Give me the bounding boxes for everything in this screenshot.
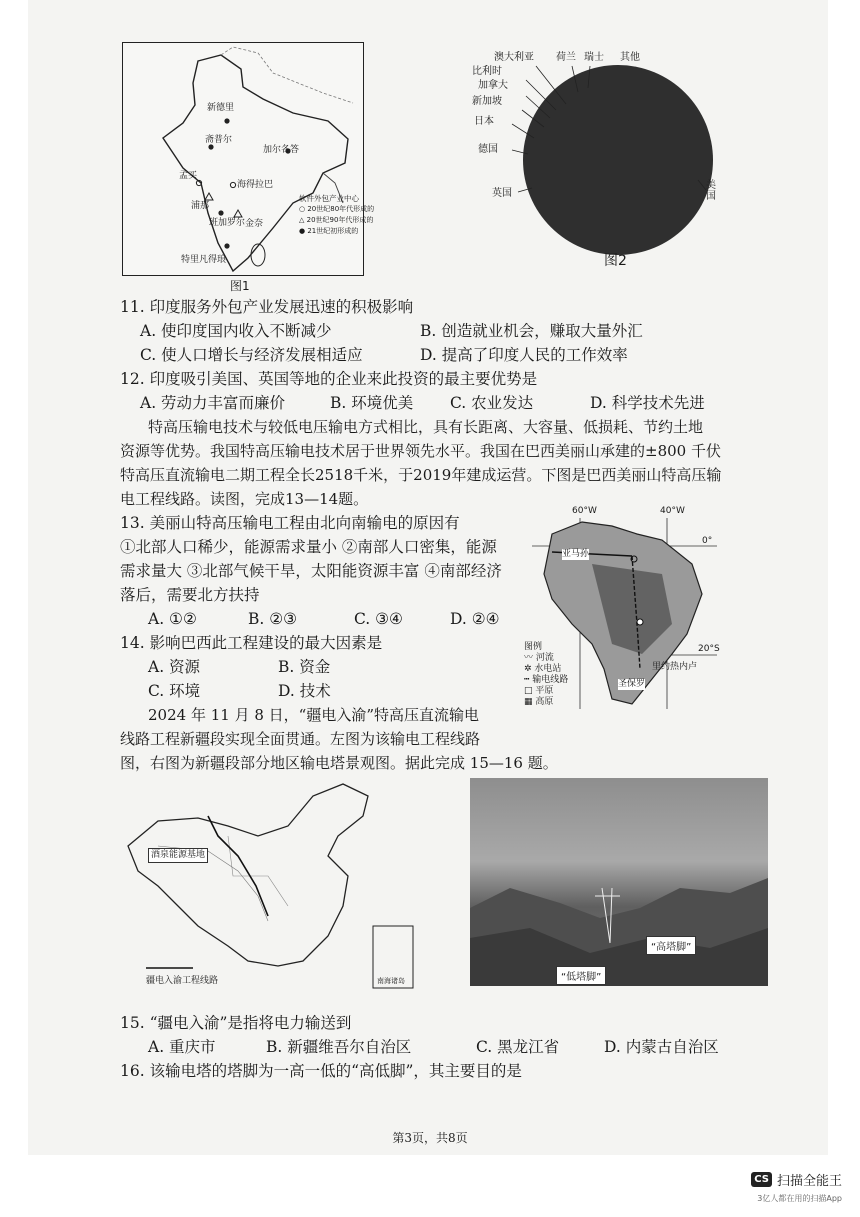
pie-label-uk: 英国 bbox=[492, 188, 512, 199]
passage1-line1: 特高压输电技术与较低电压输电方式相比，具有长距离、大容量、低损耗、节约土地 bbox=[148, 418, 704, 436]
pie-label-netherlands: 荷兰 bbox=[556, 52, 576, 63]
scanner-tagline: 3亿人都在用的扫描App bbox=[757, 1194, 842, 1203]
pie-label-belgium: 比利时 bbox=[472, 66, 502, 77]
brazil-rio: 里约热内卢 bbox=[652, 662, 698, 672]
scanner-watermark bbox=[751, 1170, 842, 1189]
brazil-lon-60w: 60°W bbox=[572, 506, 597, 516]
q15-option-c: C. 黑龙江省 bbox=[476, 1038, 560, 1056]
q12-option-d: D. 科学技术先进 bbox=[590, 394, 705, 412]
q12-option-b: B. 环境优美 bbox=[330, 394, 414, 412]
q11-option-b: B. 创造就业机会，赚取大量外汇 bbox=[420, 322, 643, 340]
city-kolkata: 加尔各答 bbox=[263, 145, 300, 155]
q11-option-a: A. 使印度国内收入不断减少 bbox=[140, 322, 332, 340]
city-pune: 浦那 bbox=[191, 201, 210, 211]
q13-stem: 13. 美丽山特高压输电工程由北向南输电的原因有 bbox=[120, 514, 460, 532]
passage1-line4: 电工程线路。读图，完成13—14题。 bbox=[120, 490, 369, 508]
brazil-lon-40w: 40°W bbox=[660, 506, 685, 516]
brazil-legend-plateau: ▦ 高原 bbox=[524, 697, 554, 707]
passage1-line3: 特高压直流输电二期工程全长2518千米，于2019年建成运营。下图是巴西美丽山特高压输 bbox=[120, 466, 722, 484]
pie-chart-icon bbox=[470, 30, 730, 270]
india-map bbox=[122, 42, 375, 276]
pie-label-germany: 德国 bbox=[478, 144, 498, 155]
fig2-caption: 图2 bbox=[604, 253, 627, 269]
city-delhi: 新德里 bbox=[207, 103, 235, 113]
brazil-legend-line: ┅ 输电线路 bbox=[524, 675, 569, 685]
q14-stem: 14. 影响巴西此工程建设的最大因素是 bbox=[120, 634, 383, 652]
q13-option-a: A. ①② bbox=[148, 610, 197, 628]
q11-option-c: C. 使人口增长与经济发展相适应 bbox=[140, 346, 363, 364]
brazil-saopaulo: 圣保罗 bbox=[618, 679, 646, 689]
passage2-line1: 2024 年 11 月 8 日，“疆电入渝”特高压直流输电 bbox=[148, 706, 479, 724]
q13-line1: ①北部人口稀少，能源需求量小 ②南部人口密集，能源 bbox=[120, 538, 497, 556]
brazil-legend-plain: □ 平原 bbox=[524, 686, 554, 696]
q12-option-c: C. 农业发达 bbox=[450, 394, 534, 412]
q13-line3: 落后，需要北方扶持 bbox=[120, 586, 260, 604]
pie-label-other: 其他 bbox=[620, 52, 640, 63]
fig1-legend bbox=[299, 193, 375, 237]
legend-title: 软件外包产业中心 bbox=[299, 194, 359, 203]
city-hyderabad: 海得拉巴 bbox=[237, 180, 274, 190]
pie-label-japan: 日本 bbox=[474, 116, 494, 127]
fig1-caption: 图1 bbox=[230, 279, 250, 293]
q15-stem: 15. “疆电入渝”是指将电力输送到 bbox=[120, 1014, 352, 1032]
q11-stem: 11. 印度服务外包产业发展迅速的积极影响 bbox=[120, 298, 414, 316]
q12-option-a: A. 劳动力丰富而廉价 bbox=[140, 394, 286, 412]
city-mumbai: 孟买 bbox=[179, 171, 198, 181]
q14-option-a: A. 资源 bbox=[148, 658, 201, 676]
brazil-river-amazon: 亚马孙 bbox=[562, 549, 590, 559]
scanner-logo-icon: CS bbox=[751, 1172, 772, 1187]
q13-option-c: C. ③④ bbox=[354, 610, 403, 628]
legend-item-90s: △ 20世纪90年代形成的 bbox=[299, 216, 374, 224]
brazil-legend-hydro: ✲ 水电站 bbox=[524, 664, 562, 674]
brazil-map bbox=[522, 504, 722, 718]
pie-label-canada: 加拿大 bbox=[478, 80, 508, 91]
legend-item-80s: ○ 20世纪80年代形成的 bbox=[299, 205, 375, 213]
legend-item-21c: ● 21世纪初形成的 bbox=[299, 227, 359, 235]
brazil-lat-20s: 20°S bbox=[698, 644, 720, 654]
q13-line2: 需求量大 ③北部气候干旱，太阳能资源丰富 ④南部经济 bbox=[120, 562, 502, 580]
pie-label-australia: 澳大利亚 bbox=[494, 52, 534, 63]
q13-option-d: D. ②④ bbox=[450, 610, 500, 628]
q15-option-a: A. 重庆市 bbox=[148, 1038, 216, 1056]
q16-stem: 16. 该输电塔的塔脚为一高一低的“高低脚”，其主要目的是 bbox=[120, 1062, 522, 1080]
china-route-legend: 疆电入渝工程线路 bbox=[146, 976, 219, 986]
pie-label-singapore: 新加坡 bbox=[472, 96, 502, 107]
pie-label-switzerland: 瑞士 bbox=[584, 52, 604, 63]
q11-option-d: D. 提高了印度人民的工作效率 bbox=[420, 346, 628, 364]
brazil-legend-title: 图例 bbox=[524, 642, 543, 652]
brazil-equator: 0° bbox=[702, 536, 713, 546]
china-map bbox=[118, 776, 434, 998]
tower-landscape-icon bbox=[470, 778, 768, 986]
india-outline-icon bbox=[123, 43, 375, 275]
fig2-pie bbox=[470, 30, 730, 270]
pie-label-usa: 美国 bbox=[706, 180, 716, 202]
q14-option-d: D. 技术 bbox=[278, 682, 331, 700]
scanner-name: 扫描全能王 bbox=[776, 1174, 842, 1189]
q15-option-d: D. 内蒙古自治区 bbox=[604, 1038, 719, 1056]
city-bangalore: 班加罗尔 bbox=[209, 218, 246, 228]
china-south-sea-inset: 南海诸岛 bbox=[377, 977, 405, 985]
q15-option-b: B. 新疆维吾尔自治区 bbox=[266, 1038, 412, 1056]
brazil-legend-river: 〰 河流 bbox=[524, 653, 554, 663]
q13-option-b: B. ②③ bbox=[248, 610, 298, 628]
city-jaipur: 斋普尔 bbox=[205, 135, 233, 145]
photo-high-foot-tag: “高塔脚” bbox=[646, 936, 696, 955]
china-energy-base: 酒泉能源基地 bbox=[148, 848, 208, 863]
page-number: 第3页，共8页 bbox=[392, 1131, 468, 1145]
china-outline-icon bbox=[118, 776, 434, 998]
photo-low-foot-tag: “低塔脚” bbox=[556, 966, 606, 985]
brazil-legend bbox=[524, 642, 568, 708]
passage2-line2: 线路工程新疆段实现全面贯通。左图为该输电工程线路 bbox=[120, 730, 481, 748]
passage1-line2: 资源等优势。我国特高压输电技术居于世界领先水平。我国在巴西美丽山承建的±800 千伏 bbox=[120, 442, 721, 460]
q12-stem: 12. 印度吸引美国、英国等地的企业来此投资的最主要优势是 bbox=[120, 370, 538, 388]
tower-photo bbox=[470, 778, 768, 986]
passage2-line3: 图，右图为新疆段部分地区输电塔景观图。据此完成 15—16 题。 bbox=[120, 754, 558, 772]
q14-option-b: B. 资金 bbox=[278, 658, 331, 676]
city-thiruvananthapuram: 特里凡得琅 bbox=[181, 255, 227, 265]
city-chennai: 金奈 bbox=[245, 219, 264, 229]
q14-option-c: C. 环境 bbox=[148, 682, 201, 700]
